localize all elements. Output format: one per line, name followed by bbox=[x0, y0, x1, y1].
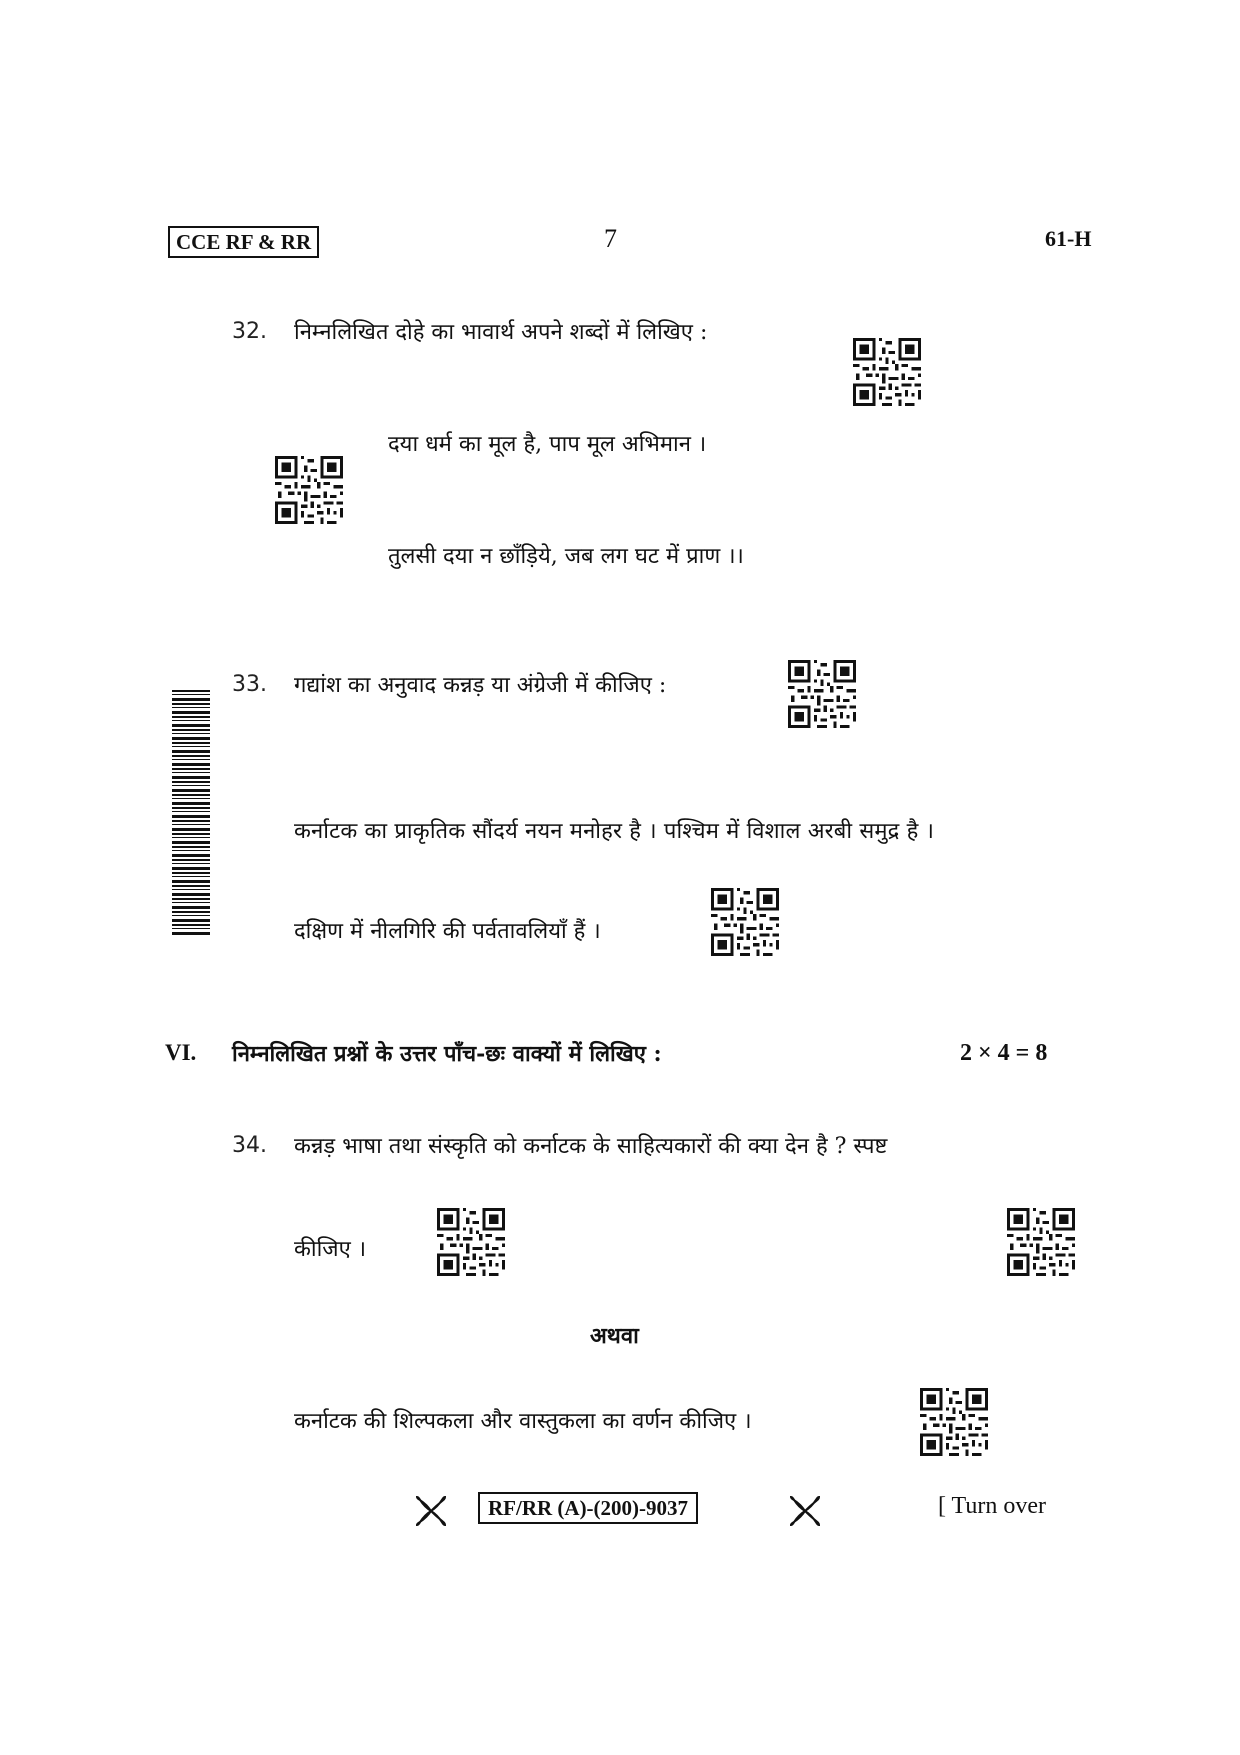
q33-number: 33. bbox=[232, 672, 267, 697]
q34-line-2: कीजिए । bbox=[294, 1237, 367, 1262]
ornament-icon bbox=[414, 1494, 448, 1528]
turn-over-label: [ Turn over bbox=[938, 1493, 1047, 1519]
q33-prompt: गद्यांश का अनुवाद कन्नड़ या अंग्रेजी में कीजिए : bbox=[294, 673, 667, 698]
q34-line-1: कन्नड़ भाषा तथा संस्कृति को कर्नाटक के साहित्यकारों की क्या देन है ? स्पष्ट bbox=[294, 1134, 888, 1159]
section-instruction: निम्नलिखित प्रश्नों के उत्तर पाँच-छः वाक्यों में लिखिए : bbox=[232, 1041, 662, 1067]
qr-code-icon bbox=[711, 888, 779, 956]
header-exam-label: CCE RF & RR bbox=[168, 226, 319, 258]
q32-couplet-line-2: तुलसी दया न छाँड़िये, जब लग घट में प्राण ।। bbox=[388, 544, 744, 569]
section-numeral: VI. bbox=[165, 1040, 197, 1065]
qr-code-icon bbox=[1007, 1208, 1075, 1276]
q33-passage-line-2: दक्षिण में नीलगिरि की पर्वतावलियाँ हैं । bbox=[294, 919, 601, 944]
q32-couplet-line-1: दया धर्म का मूल है, पाप मूल अभिमान । bbox=[388, 432, 707, 457]
footer-code: RF/RR (A)-(200)-9037 bbox=[478, 1492, 698, 1524]
q33-passage-line-1: कर्नाटक का प्राकृतिक सौंदर्य नयन मनोहर है । पश्चिम में विशाल अरबी समुद्र है । bbox=[294, 819, 935, 844]
q34-number: 34. bbox=[232, 1133, 267, 1158]
ornament-icon bbox=[788, 1494, 822, 1528]
side-barcode bbox=[172, 690, 210, 936]
or-label: अथवा bbox=[590, 1323, 639, 1349]
qr-code-icon bbox=[275, 456, 343, 524]
qr-code-icon bbox=[920, 1388, 988, 1456]
section-marks: 2 × 4 = 8 bbox=[960, 1040, 1048, 1066]
q34-alternative: कर्नाटक की शिल्पकला और वास्तुकला का वर्णन कीजिए । bbox=[294, 1409, 752, 1434]
q32-prompt: निम्नलिखित दोहे का भावार्थ अपने शब्दों में लिखिए : bbox=[294, 320, 708, 345]
page-number: 7 bbox=[604, 224, 617, 253]
qr-code-icon bbox=[853, 338, 921, 406]
q32-number: 32. bbox=[232, 319, 267, 344]
paper-code: 61-H bbox=[1045, 226, 1092, 251]
qr-code-icon bbox=[788, 660, 856, 728]
qr-code-icon bbox=[437, 1208, 505, 1276]
